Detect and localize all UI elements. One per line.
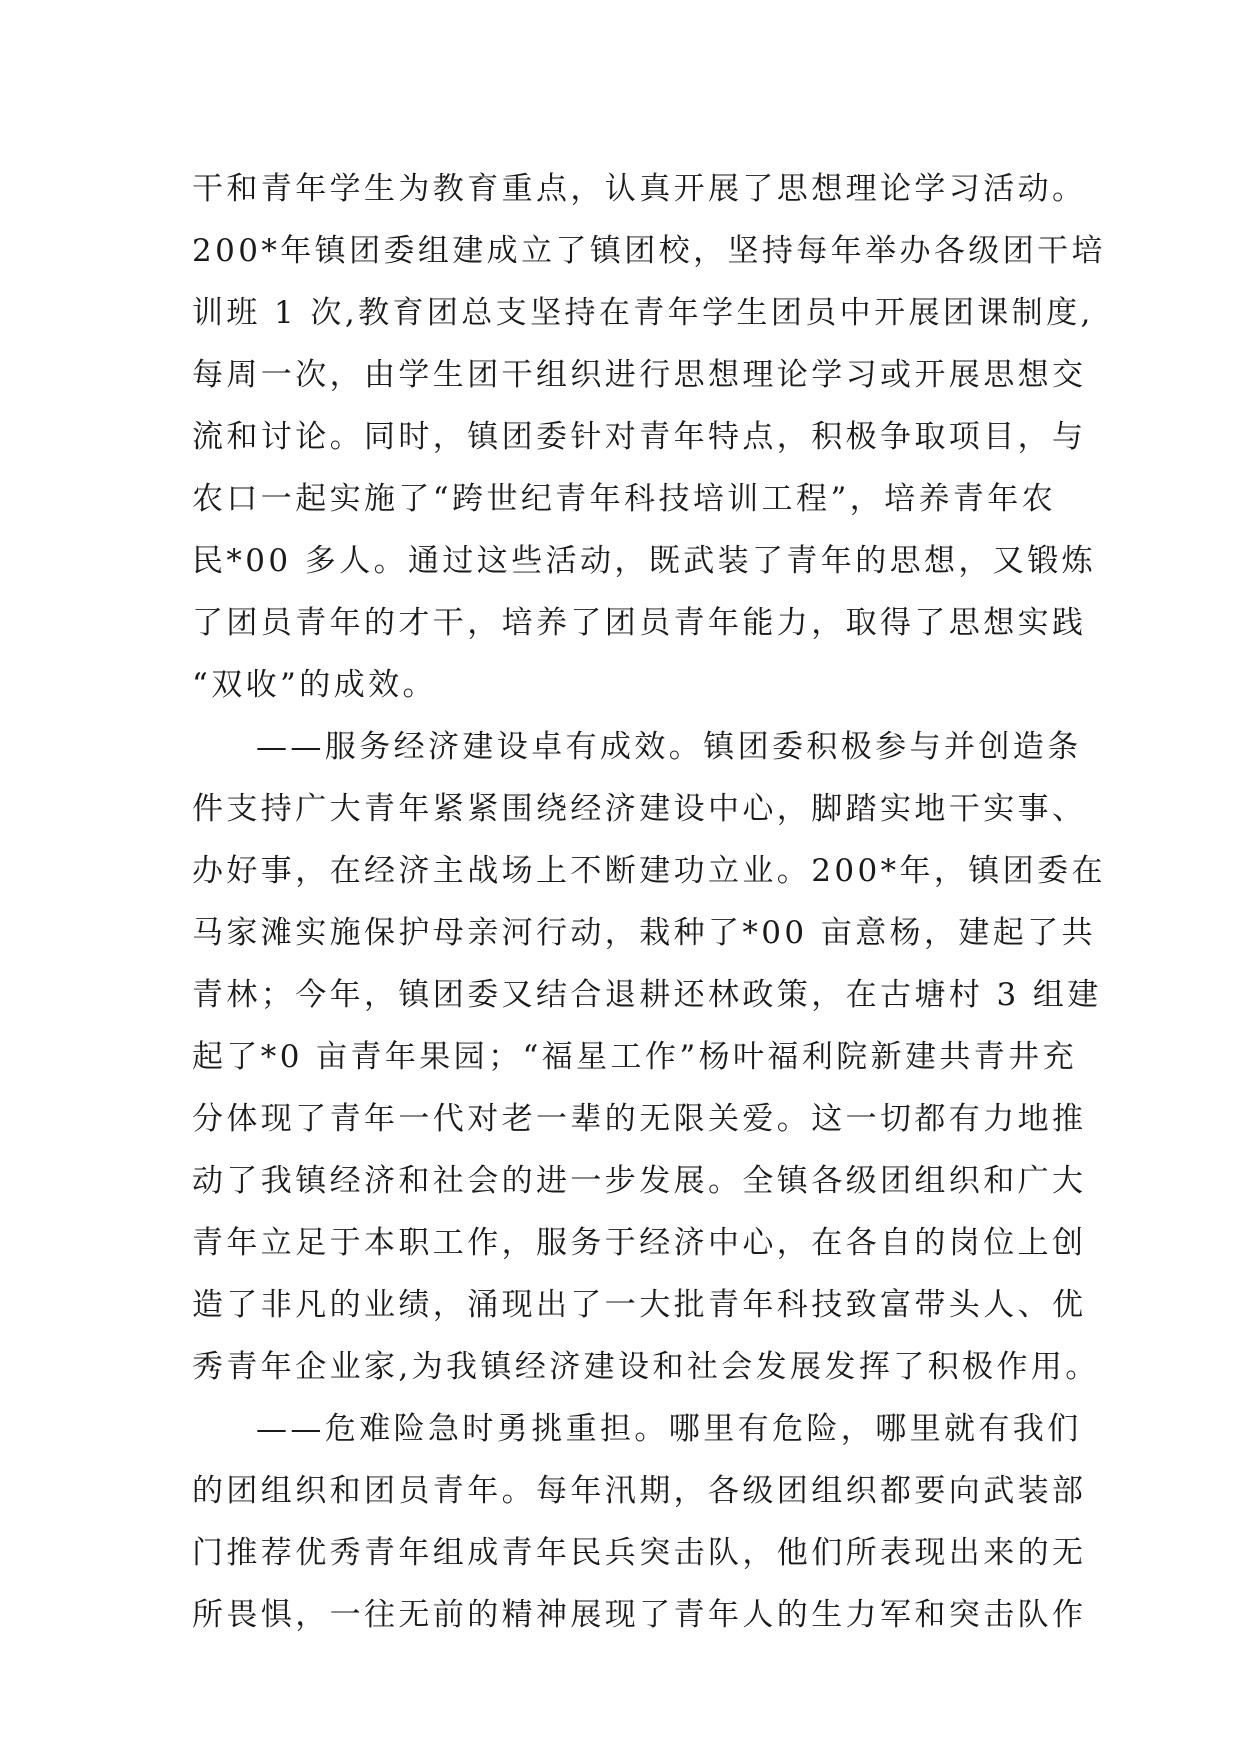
text-line: 动了我镇经济和社会的进一步发展。全镇各级团组织和广大 [192, 1163, 1087, 1199]
text-line: 200*年镇团委组建成立了镇团校，坚持每年举办各级团干培 [192, 233, 1106, 269]
text-line: 所畏惧，一往无前的精神展现了青年人的生力军和突击队作 [192, 1597, 1087, 1633]
text-line: 青年立足于本职工作，服务于经济中心，在各自的岗位上创 [192, 1225, 1087, 1261]
text-line: 民*00 多人。通过这些活动，既武装了青年的思想，又锻炼 [192, 543, 1096, 579]
text-line: 件支持广大青年紧紧围绕经济建设中心，脚踏实地干实事、 [192, 791, 1087, 827]
text-line: 流和讨论。同时，镇团委针对青年特点，积极争取项目，与 [192, 419, 1087, 455]
text-line: 了团员青年的才干，培养了团员青年能力，取得了思想实践 [192, 605, 1087, 641]
text-line: “双收”的成效。 [192, 667, 437, 703]
text-line: 门推荐优秀青年组成青年民兵突击队，他们所表现出来的无 [192, 1535, 1087, 1571]
text-line: 干和青年学生为教育重点，认真开展了思想理论学习活动。 [192, 171, 1087, 207]
paragraph-start-line: ——危难险急时勇挑重担。哪里有危险，哪里就有我们 [256, 1411, 1082, 1447]
text-line: 造了非凡的业绩，涌现出了一大批青年科技致富带头人、优 [192, 1287, 1087, 1323]
text-line: 农口一起实施了“跨世纪青年科技培训工程”，培养青年农 [192, 481, 1057, 517]
text-line: 训班 1 次,教育团总支坚持在青年学生团员中开展团课制度, [192, 295, 1094, 331]
paragraph-start-line: ——服务经济建设卓有成效。镇团委积极参与并创造条 [256, 729, 1082, 765]
text-line: 秀青年企业家,为我镇经济建设和社会发展发挥了积极作用。 [192, 1349, 1100, 1385]
body-text [192, 158, 1106, 1646]
text-line: 马家滩实施保护母亲河行动，栽种了*00 亩意杨，建起了共 [192, 915, 1096, 951]
text-line: 分体现了青年一代对老一辈的无限关爱。这一切都有力地推 [192, 1101, 1087, 1137]
text-line: 起了*0 亩青年果园；“福星工作”杨叶福利院新建共青井充 [192, 1039, 1077, 1075]
text-line: 青林；今年，镇团委又结合退耕还林政策，在古塘村 3 组建 [192, 977, 1102, 1013]
text-line: 每周一次，由学生团干组织进行思想理论学习或开展思想交 [192, 357, 1087, 393]
text-line: 办好事，在经济主战场上不断建功立业。200*年，镇团委在 [192, 853, 1106, 889]
text-line: 的团组织和团员青年。每年汛期，各级团组织都要向武装部 [192, 1473, 1087, 1509]
